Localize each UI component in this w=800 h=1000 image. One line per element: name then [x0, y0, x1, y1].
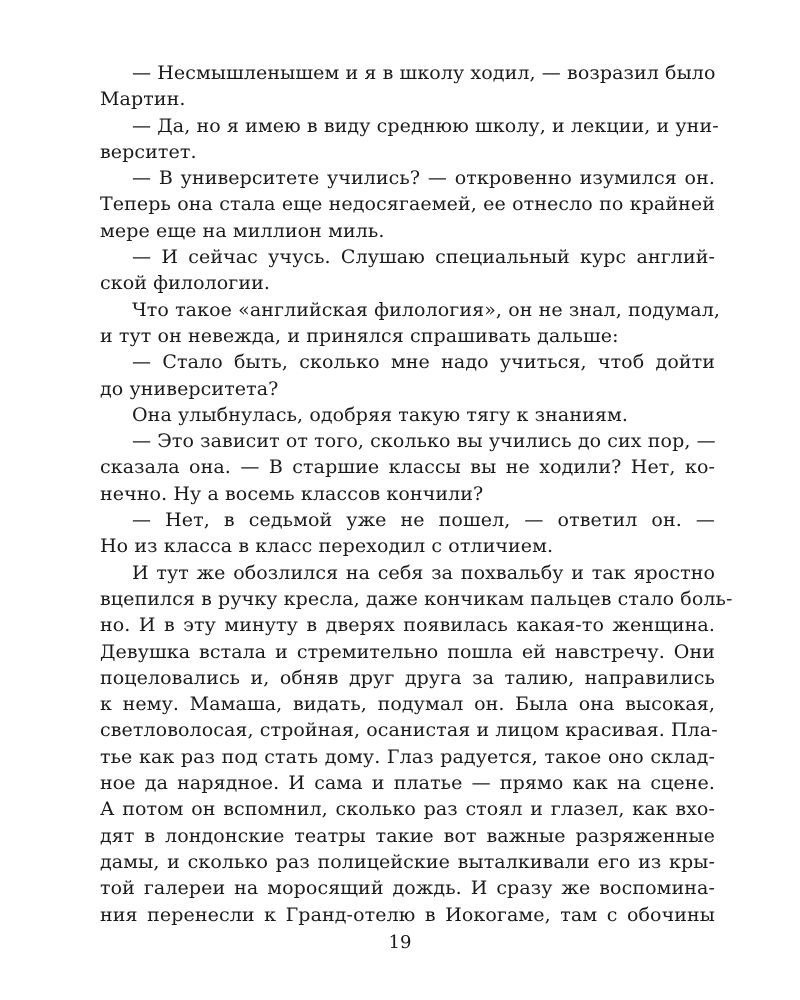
- text-line: мере еще на миллион миль.: [100, 219, 385, 242]
- text-line: нечно. Ну а восемь классов кончили?: [100, 482, 484, 505]
- text-line: Что такое «английская филология», он не знал, подумал,: [132, 298, 720, 321]
- text-line: вцепился в ручку кресла, даже кончикам пальцев стало боль-: [100, 587, 733, 610]
- text-line: — Несмышленышем и я в школу ходил, — возразил было: [132, 62, 716, 84]
- text-line: светловолосая, стройная, осанистая и лицом красивая. Пла-: [100, 719, 718, 742]
- text-line: дят в лондонские театры такие вот важные разряженные: [100, 824, 715, 847]
- text-line: — И сейчас учусь. Слушаю специальный курс англий-: [132, 246, 715, 269]
- text-line: к нему. Мамаша, видать, подумал он. Была она высокая,: [100, 693, 715, 716]
- text-line: — Стало быть, сколько мне надо учиться, чтоб дойти: [132, 351, 715, 374]
- text-line: ской филологии.: [100, 272, 271, 295]
- text-line: — Это зависит от того, сколько вы учились до сих пор, —: [132, 430, 716, 453]
- text-line: Она улыбнулась, одобряя такую тягу к знаниям.: [132, 403, 628, 426]
- text-line: тье как раз под стать дому. Глаз радуется, такое оно склад-: [100, 745, 715, 768]
- text-line: ния перенесли к Гранд-отелю в Иокогаме, там с обочины: [100, 903, 715, 926]
- text-line: Теперь она стала еще недосягаемей, ее отнесло по крайней: [100, 193, 715, 216]
- text-line: — Нет, в седьмой уже не пошел, — ответил он. —: [132, 509, 715, 532]
- text-line: и тут он невежда, и принялся спрашивать дальше:: [100, 324, 619, 347]
- text-line: А потом он вспомнил, сколько раз стоял и глазел, как вхо-: [100, 798, 715, 821]
- text-line: Но из класса в класс переходил с отличием.: [100, 535, 554, 558]
- page-number: 19: [388, 932, 412, 953]
- body-text: [100, 60, 733, 928]
- text-line: сказала она. — В старшие классы вы не ходили? Нет, ко-: [100, 456, 715, 479]
- text-line: верситет.: [100, 140, 197, 163]
- text-line: дамы, и сколько раз полицейские выталкивали его из кры-: [100, 850, 715, 873]
- text-line: Девушка встала и стремительно пошла ей навстречу. Они: [100, 640, 715, 663]
- text-line: — В университете учились? — откровенно изумился он.: [132, 167, 715, 190]
- text-line: до университета?: [100, 377, 279, 400]
- text-line: поцеловались и, обняв друг друга за талию, направились: [100, 666, 715, 689]
- text-line: И тут же обозлился на себя за похвальбу и так яростно: [132, 561, 715, 584]
- text-line: Мартин.: [100, 88, 186, 111]
- text-line: но. И в эту минуту в дверях появилась какая-то женщина.: [100, 614, 715, 637]
- text-line: той галереи на моросящий дождь. И сразу же воспомина-: [100, 877, 715, 900]
- text-line: — Да, но я имею в виду среднюю школу, и лекции, и уни-: [132, 114, 719, 137]
- text-line: ное да нарядное. И сама и платье — прямо как на сцене.: [100, 772, 715, 795]
